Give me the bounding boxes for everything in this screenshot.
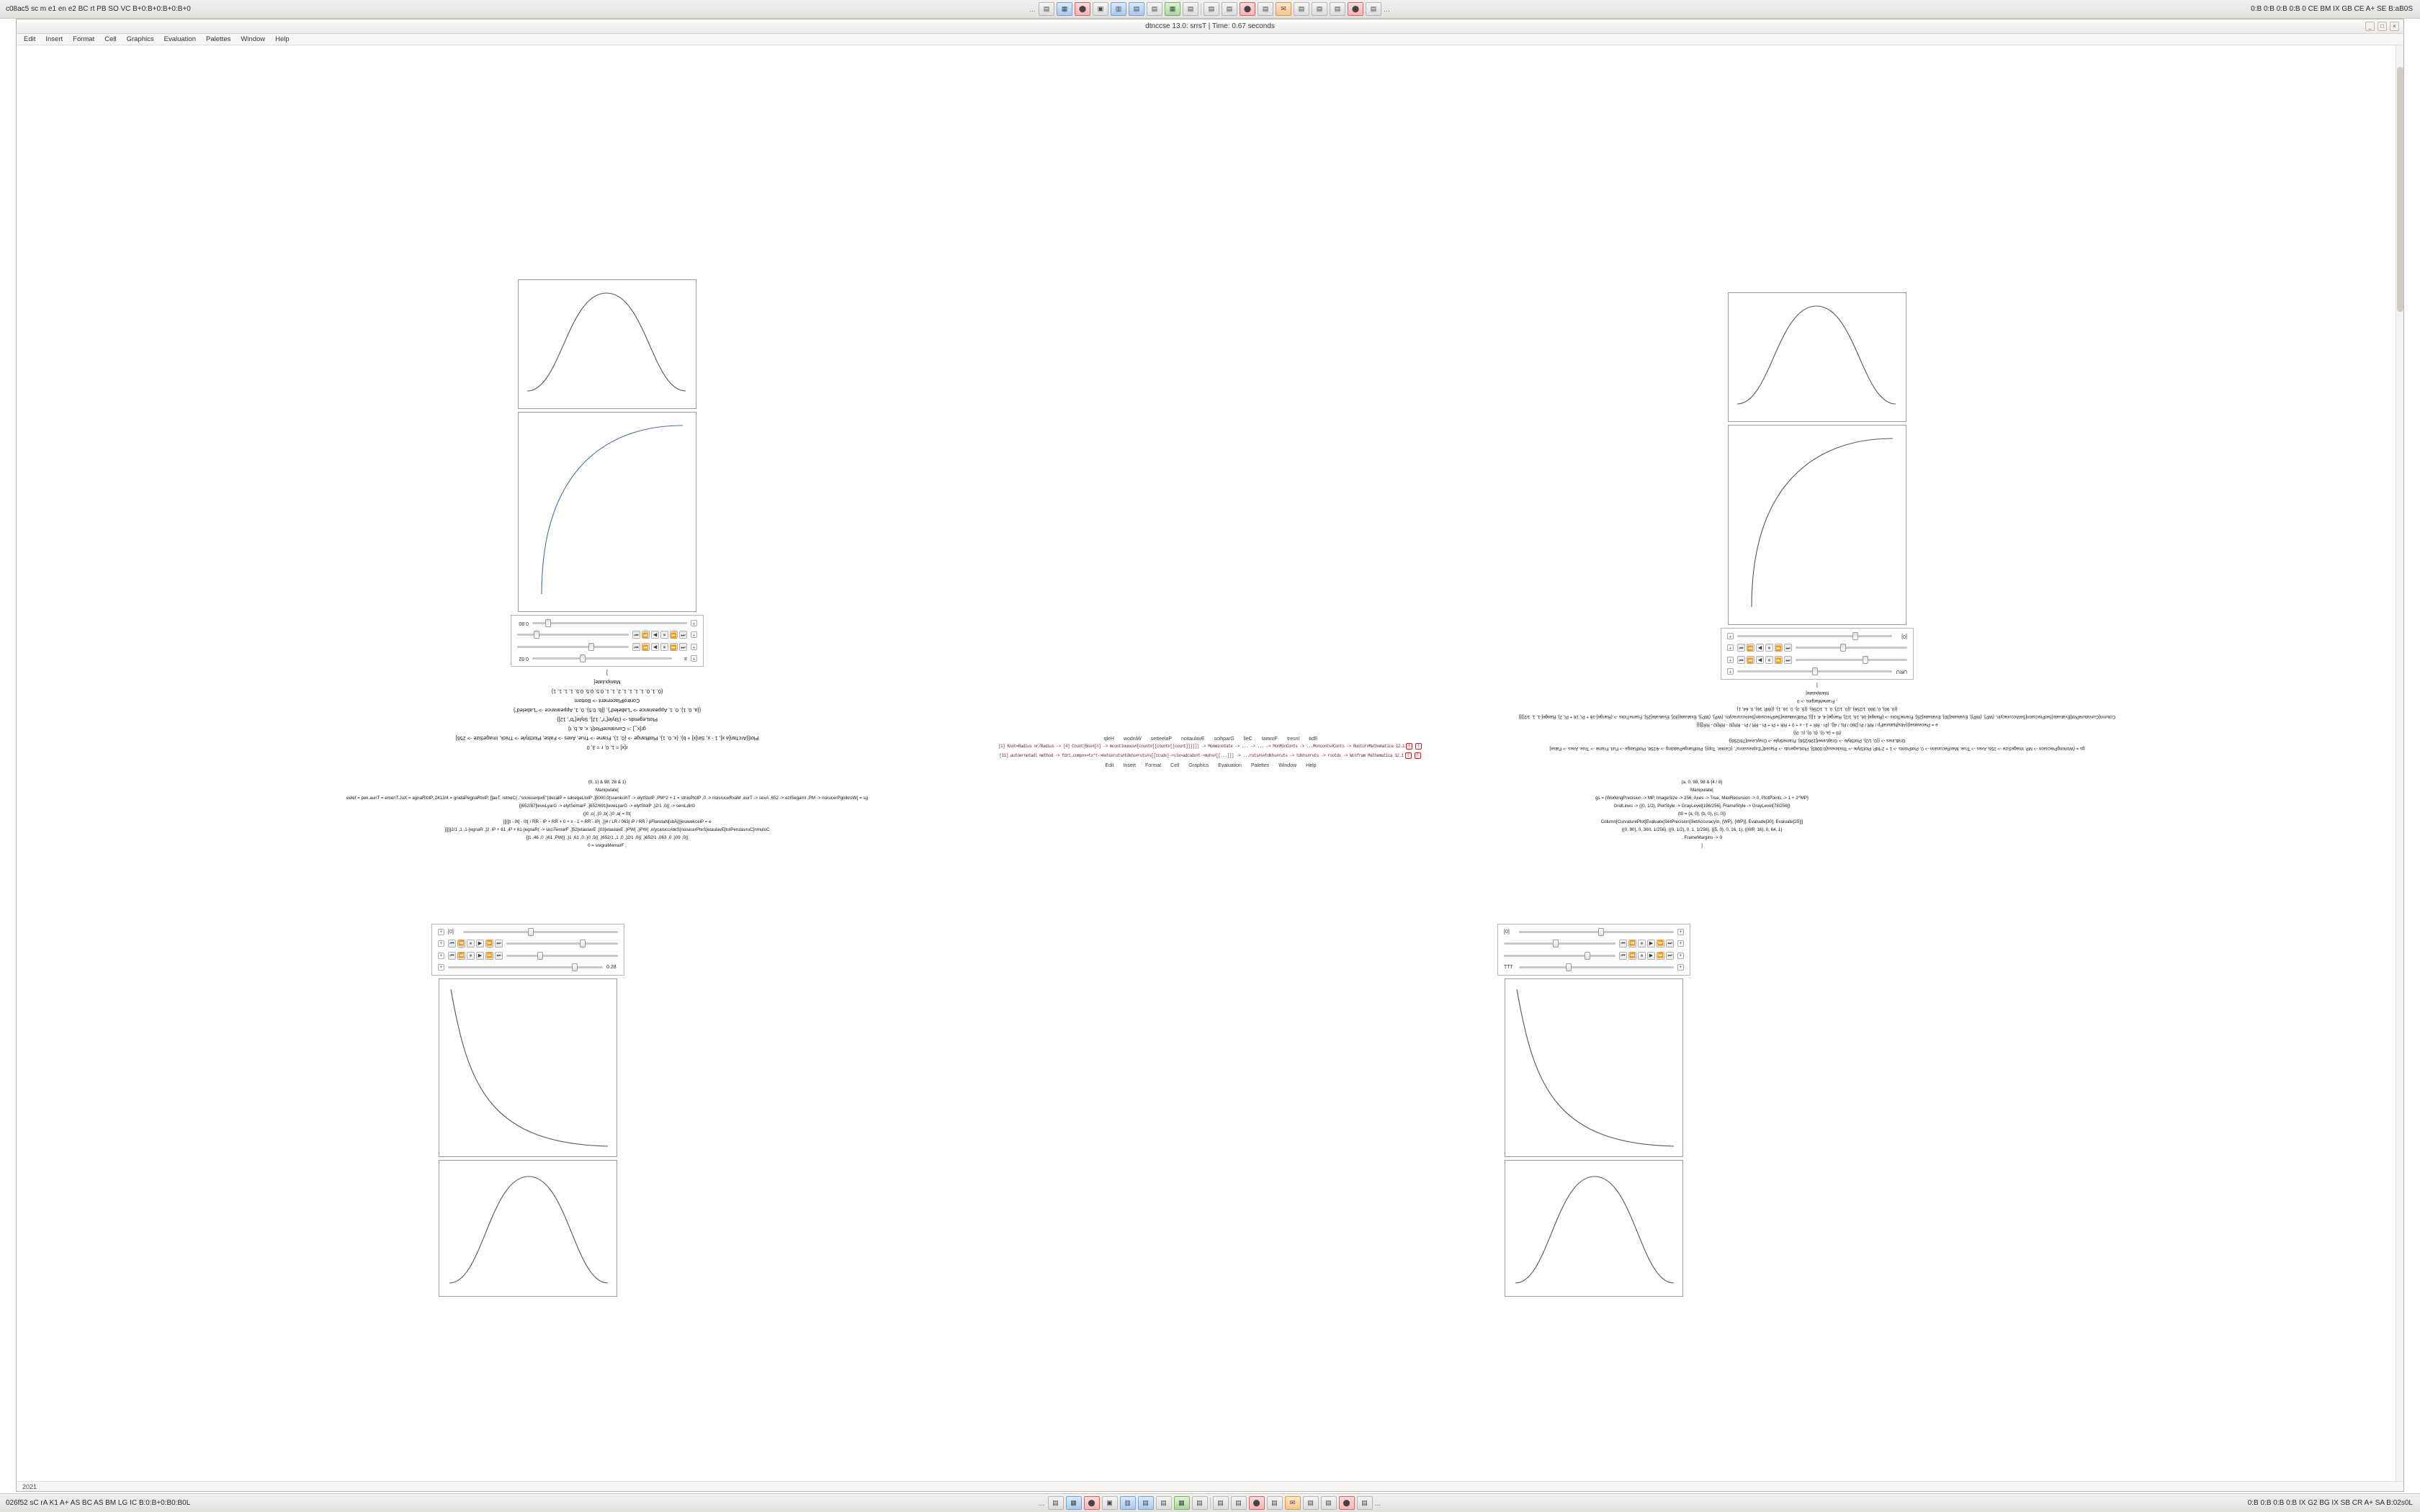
slider-bl-3[interactable] xyxy=(506,955,618,957)
tr-line-0: Manipulate[ xyxy=(1806,690,1829,696)
manip-br-row-2[interactable] xyxy=(1504,940,1684,948)
tr-line-8: ] xyxy=(1816,683,1818,688)
step-back-icon-tr[interactable]: ⏮ xyxy=(1784,656,1792,664)
menu-item-help[interactable]: Help xyxy=(275,35,290,43)
slider-tr-4[interactable] xyxy=(1737,635,1892,637)
add-control-icon-br-3[interactable]: + xyxy=(1677,953,1684,959)
menu-bottom-evaluation[interactable]: Evaluation xyxy=(1218,763,1242,768)
step-back-icon-2[interactable]: ⏮ xyxy=(679,631,687,639)
pause-icon-br[interactable]: ⏸ xyxy=(1638,940,1646,948)
tl-line-3: Plot[{ArcTan[a x], 1 - x, Sin[x] + b}, {x, 0, 1}, PlotRange -> {0, 1}, Frame -> True, Axes -> False, PlotStyle -> Thick, ImageSize -> 256] xyxy=(455,735,759,742)
menu-row-bottom[interactable] xyxy=(17,763,2403,768)
menu-item-window[interactable]: Window xyxy=(241,35,266,43)
pause-icon[interactable]: ⏸ xyxy=(660,643,668,651)
bottom-panel-divider xyxy=(1210,1498,1211,1509)
taskbar-item-browser-icon[interactable]: ▥ xyxy=(1111,2,1126,16)
forward-icon-tr2[interactable]: ⏩ xyxy=(1747,645,1754,650)
taskbar-item-terminal-icon[interactable]: ▣ xyxy=(1093,2,1108,16)
bottom-taskbar-item-mail-icon[interactable]: ✉ xyxy=(1285,1496,1301,1510)
mirrored-menu-row[interactable] xyxy=(17,737,2403,742)
forward-icon-bl[interactable]: ⏩ xyxy=(486,941,493,946)
taskbar-item-calc-icon[interactable]: ▦ xyxy=(1165,2,1180,16)
top-panel-left xyxy=(0,5,302,13)
plot-decay-curve-bl[interactable] xyxy=(439,978,617,1157)
menu-item-insert[interactable]: Insert xyxy=(45,35,63,43)
pause-icon-bl2[interactable]: ⏸ xyxy=(467,952,475,960)
menu-mirror-help[interactable]: qleH xyxy=(1103,737,1114,742)
br-line-8: ] xyxy=(1701,843,1703,848)
slider-label-bl-1: [0] xyxy=(448,930,454,935)
bottom-taskbar-item-player-icon[interactable]: ▤ xyxy=(1213,1496,1229,1510)
manip-tr-row-1[interactable] xyxy=(1727,668,1907,675)
menu-bottom-cell[interactable]: Cell xyxy=(1170,763,1180,768)
step-back-icon[interactable]: ⏮ xyxy=(679,643,687,651)
slider-value-a: 0.62 xyxy=(519,656,529,661)
message-text-1: [1] Knot=Radius or/Radius -> [4] Count[Box#[n] -> mcontinuous#[count#[[count#[[count]]]]]] -> Monminotate -> ... -> ... -> MonMinConts -> ...Monconts#Conts -> Rootor#Mathematica 12.1 xyxy=(998,744,1405,749)
tl-line-1: Manipulate[ xyxy=(593,679,621,685)
taskbar-item-window-icon[interactable]: ▤ xyxy=(1039,2,1054,16)
panel-overflow-dots[interactable]: … xyxy=(1029,5,1036,13)
bottom-taskbar-item-window-icon[interactable]: ▤ xyxy=(1048,1496,1064,1510)
menu-bottom-palettes[interactable]: Palettes xyxy=(1250,763,1270,768)
menu-bottom-help[interactable]: Help xyxy=(1306,763,1317,768)
slider-label-tr-1: URU xyxy=(1896,669,1907,674)
bl-line-6: ]]]}]2/1 ,1 ,1-[egnaR ,]2 ,iP + 61 ,iP + 61-[egnaR{ -> skciTemarF ,]52[etaulavE ,]03[etaulavE ,}PW{ ,}PW{ ,nIycaruccAteS[noisicerPteS[etaulavE[tolPerutavruC[nmuloC xyxy=(444,827,770,832)
notebook-quadrant-bottom-left[interactable] xyxy=(17,773,1198,1481)
manip-row-3[interactable] xyxy=(517,631,697,639)
step-back-icon-bl2[interactable]: ⏮ xyxy=(448,952,456,960)
add-control-icon-3[interactable]: + xyxy=(691,631,697,638)
add-control-icon-br-4[interactable]: + xyxy=(1677,964,1684,971)
tl-line-5: PlotLegends -> {Style["r", 12], Style["b", 12]} xyxy=(557,716,658,723)
animation-controls-br-2[interactable] xyxy=(1619,952,1674,960)
manipulate-panel-br[interactable] xyxy=(1497,924,1690,976)
slider-label-tr-2: [0] xyxy=(1901,634,1907,639)
plot-quarter-circle-tr[interactable] xyxy=(1728,425,1906,625)
forward-icon-br[interactable]: ⏩ xyxy=(1657,941,1664,946)
add-control-icon-tr-1[interactable]: + xyxy=(1727,668,1734,675)
manipulate-panel-tl[interactable] xyxy=(511,615,704,667)
bottom-panel-left-label: 026f52 sC rA K1 A+ AS BC AS BM LG IC B:0:B+0:B0:B0L xyxy=(6,1499,191,1507)
bottom-taskbar-item-notes-icon[interactable]: ▤ xyxy=(1231,1496,1247,1510)
animation-controls-br-1[interactable] xyxy=(1619,940,1674,948)
add-control-icon-2[interactable]: + xyxy=(691,644,697,650)
taskbar-item-chat-icon[interactable]: ▤ xyxy=(1294,2,1309,16)
notebook-canvas[interactable] xyxy=(17,45,2403,1481)
window-controls[interactable] xyxy=(2365,22,2399,31)
bl-line-0: {0, 1} & 98, 28 & 1} xyxy=(588,780,627,785)
menu-bar[interactable] xyxy=(17,34,2403,45)
menu-bottom-edit[interactable]: Edit xyxy=(1105,763,1114,768)
add-control-icon-4[interactable]: + xyxy=(691,620,697,626)
bottom-panel-tasklist[interactable] xyxy=(302,1496,2118,1510)
bottom-taskbar-item-alert-icon[interactable]: ⬤ xyxy=(1084,1496,1100,1510)
top-panel-right xyxy=(2118,5,2420,13)
menu-mirror-cell[interactable]: lleC xyxy=(1243,737,1252,742)
step-forward-icon-2[interactable]: ⏭ xyxy=(632,631,640,639)
taskbar-item-alert2-icon[interactable]: ⬤ xyxy=(1240,2,1255,16)
slider-extra[interactable] xyxy=(532,622,687,624)
pause-icon-2[interactable]: ⏸ xyxy=(660,631,668,639)
add-control-icon-bl-3[interactable]: + xyxy=(438,953,444,959)
animation-controls-tr-1[interactable] xyxy=(1737,656,1792,664)
menu-bottom-window[interactable]: Window xyxy=(1278,763,1297,768)
bl-line-2: eelef = pek.aunT = emenT.JuX = agnaRtolP, 2413/4 = gnidaPegnaRtolP, ]]aeT, retneC{ ,"snoisserpxE"{decalP = sdnegeLtolP ,]5000.0[ssenkcihT -> elytStolP ,PM^2 + 1 = stnioPtolP ,0 -> noisruceRxaM ,eurT -> sexA ,652 -> eziSegamI ,PM -> noisicerPgnikroW{ = sg xyxy=(346,796,868,801)
slider-value-bl: 0.28 xyxy=(606,965,617,970)
bottom-taskbar-item-plot-icon[interactable]: ▤ xyxy=(1267,1496,1283,1510)
tr-line-5: Column[CurvaturePlot[Evaluate[SetPrecision[SetAccuracyIn, {WP}, {WP}], Evaluate[30], Evaluate[25], FrameTicks -> {Range[-16, 16, 1/2], Range[-4, 4, 1]}], PlotEvaluate[SetPrecision[SetAccuracyIn, {WP}, {WP}], Evaluate[30], Evaluate[25], FrameTicks -> {Range[-16 + Pi, 16 + Pi, 2], Range[-1, 1, 1/2]}]] xyxy=(1518,714,2116,719)
bottom-taskbar-item-terminal-icon[interactable]: ▣ xyxy=(1102,1496,1118,1510)
menu-bottom-format[interactable]: Format xyxy=(1145,763,1162,768)
statusbar-left-label: 2021 xyxy=(22,1482,37,1490)
message-bar xyxy=(17,737,2403,773)
rewind-icon-bl[interactable]: ⏪ xyxy=(458,941,465,946)
add-control-icon-br-2[interactable]: + xyxy=(1677,940,1684,947)
play-icon-bl[interactable]: ▶ xyxy=(476,940,484,948)
animation-controls-2[interactable] xyxy=(632,631,687,639)
warning-icon-1[interactable]: ! xyxy=(1406,743,1412,750)
forward-icon-tr[interactable]: ⏩ xyxy=(1747,657,1754,662)
add-control-icon-bl-1[interactable]: + xyxy=(438,929,444,935)
plot-svg-tl-top xyxy=(517,279,696,408)
window-statusbar xyxy=(17,1481,2403,1491)
animation-controls-bl-1[interactable] xyxy=(448,940,503,948)
br-line-2: gs = {WorkingPrecision -> MP, ImageSize -> 256, Axes -> True, MaxRecursion -> 0, PlotPoints -> 1 + 2^MP} xyxy=(1595,796,1809,801)
step-forward-icon-tr[interactable]: ⏭ xyxy=(1737,656,1745,664)
bl-line-3: {]652/87[leveLyarG -> elytSemarF ,]652/691[leveLyarG -> elytStolP ,}2/1 ,0{{ -> seniLdirG xyxy=(519,804,696,809)
step-back-icon-br2[interactable]: ⏮ xyxy=(1619,952,1627,960)
taskbar-item-doc-icon[interactable]: ▤ xyxy=(1147,2,1162,16)
br-line-5: Column[CurvaturePlot[Evaluate[SetPrecision[SetAccuracyIn, {WP}, {WP}], Evaluate[30], Evaluate[25]]] xyxy=(1600,819,1803,824)
tr-line-6: {{0, 90}, 0, 360, 1/256}, {{0, 1/2}, 0, 1, 1/256}, {{5, 0}, 0, 16, 1}, {{WP, 16}, 0, 64, 1} xyxy=(1736,706,1898,711)
notebook-quadrant-top-left[interactable] xyxy=(17,45,1198,765)
slider-tr-2[interactable] xyxy=(1796,659,1907,661)
menu-item-palettes[interactable]: Palettes xyxy=(206,35,231,43)
slider-br-3[interactable] xyxy=(1504,955,1615,957)
window-titlebar[interactable] xyxy=(17,19,2403,34)
menu-mirror-window[interactable]: wodniW xyxy=(1123,737,1142,742)
slider-br-1[interactable] xyxy=(1519,931,1674,933)
maximize-button[interactable]: □ xyxy=(2378,22,2387,31)
tr-line-2: GridLines -> {{0, 1/2}, PlotStyle -> GrayLevel[196/256], FrameStyle -> GrayLevel[78/256]} xyxy=(1729,738,1906,743)
forward-icon[interactable]: ⏩ xyxy=(642,644,649,649)
menu-mirror-palettes[interactable]: setteelaP xyxy=(1150,737,1172,742)
manip-bl-row-2[interactable] xyxy=(438,940,618,948)
menu-item-evaluation[interactable]: Evaluation xyxy=(163,35,196,43)
bottom-panel-right xyxy=(2118,1499,2420,1507)
tr-line-4: e = Piecewise[{{Abs[NaturalFp / RR / Pi [360 / RL / 4]}, {Pi - RR + 1 - x + 0 + RR + Pi + Pi - RR / Pi - RR[t0 - RR[t0 - RR]]}}] xyxy=(1696,722,1938,727)
bottom-taskbar-item-calc-icon[interactable]: ▦ xyxy=(1174,1496,1190,1510)
tr-line-1: gs = {WorkingPrecision -> MP, ImageSize -> 256, Axes -> True, MaxRecursion -> 0, PlotPoints -> 1 + 2^MP, PlotStyle -> Thickness[0.0005], PlotLegends -> Placed["Expressions", {Center, Top}], PlotRangePadding -> 4/256, PlotRange -> Full, Frame -> True, Axes -> False] xyxy=(1549,746,2085,751)
taskbar-item-image-icon[interactable]: ▤ xyxy=(1183,2,1198,16)
manip-tr-row-4[interactable] xyxy=(1727,633,1907,639)
manip-row-1[interactable] xyxy=(517,655,697,662)
manipulate-panel-tr[interactable] xyxy=(1721,628,1914,680)
tl-line-2: {0, 1, 0, 1, 1, 1, 1, 2, 1, 1, 0.5, 0.5, 0.5, 1, 1, 1, 1} xyxy=(551,688,663,695)
tr-line-3: {t0 = {a, 0}, {b, 0}, {c, 0}} xyxy=(1793,730,1842,735)
step-back-icon-tr2[interactable]: ⏮ xyxy=(1784,644,1792,652)
rewind-icon-br2[interactable]: ⏪ xyxy=(1629,953,1636,958)
desktop-bottom-panel xyxy=(0,1493,2420,1512)
bl-line-4: {}0 ,c{ ,}0 ,b{ ,}0 ,a{ = 0t{ xyxy=(583,811,632,816)
add-control-icon-bl-2[interactable]: + xyxy=(438,940,444,947)
plot-svg-tr-bottom xyxy=(1727,424,1906,624)
plot-bell-curve-tl[interactable] xyxy=(518,279,696,409)
tl-line-8: ControlPlacement -> Bottom xyxy=(574,698,640,704)
taskbar-item-mail-icon[interactable]: ✉ xyxy=(1276,2,1291,16)
bottom-taskbar-item-alert2-icon[interactable]: ⬤ xyxy=(1249,1496,1265,1510)
play-icon-tr[interactable]: ▶ xyxy=(1756,656,1764,664)
step-back-icon-bl[interactable]: ⏮ xyxy=(448,940,456,948)
slider-label-br-1: [0] xyxy=(1504,930,1510,935)
warning-icon-3[interactable]: ! xyxy=(1405,752,1412,759)
slider-bl-1[interactable] xyxy=(463,931,618,933)
warning-icon-4[interactable]: ! xyxy=(1415,752,1421,759)
plot-svg-br-bottom xyxy=(1505,1161,1684,1297)
manip-br-row-1[interactable] xyxy=(1504,929,1684,935)
br-line-6: {{0, 90}, 0, 360, 1/256}, {{0, 1/2}, 0, 1, 1/256}, {{5, 0}, 0, 16, 1}, {{WP, 16}, 0, 64, 1} xyxy=(1621,827,1783,832)
manip-tr-row-3[interactable] xyxy=(1727,644,1907,652)
plot-svg-bl-bottom xyxy=(439,1161,618,1297)
bottom-taskbar-item-image-icon[interactable]: ▤ xyxy=(1192,1496,1208,1510)
add-control-icon-bl-4[interactable]: + xyxy=(438,964,444,971)
play-icon-br[interactable]: ▶ xyxy=(1647,940,1655,948)
taskbar-item-editor-icon[interactable]: ▤ xyxy=(1129,2,1144,16)
manip-row-2[interactable] xyxy=(517,643,697,651)
menu-mirror-evaluation[interactable]: noitaulavE xyxy=(1180,737,1205,742)
notebook-scrollbar-right[interactable] xyxy=(2396,45,2403,1481)
add-control-icon-tr-2[interactable]: + xyxy=(1727,657,1734,663)
step-forward-icon-br[interactable]: ⏭ xyxy=(1666,940,1674,948)
step-forward-icon-br2[interactable]: ⏭ xyxy=(1666,952,1674,960)
step-forward-icon-bl[interactable]: ⏭ xyxy=(495,940,503,948)
manip-bl-row-1[interactable] xyxy=(438,929,618,935)
bottom-taskbar-item-chat-icon[interactable]: ▤ xyxy=(1303,1496,1319,1510)
add-control-icon-tr-4[interactable]: + xyxy=(1727,633,1734,639)
manipulate-panel-bl[interactable] xyxy=(431,924,624,976)
menu-item-edit[interactable]: Edit xyxy=(24,35,36,43)
menu-mirror-format[interactable]: tamroF xyxy=(1261,737,1278,742)
rewind-icon-tr[interactable]: ⏪ xyxy=(1775,657,1782,662)
forward-icon-bl2[interactable]: ⏩ xyxy=(486,953,493,958)
bottom-taskbar-item-doc-icon[interactable]: ▤ xyxy=(1156,1496,1172,1510)
top-panel-tasklist[interactable] xyxy=(302,2,2118,16)
rewind-icon-bl2[interactable]: ⏪ xyxy=(458,953,465,958)
bottom-taskbar-item-browser-icon[interactable]: ▥ xyxy=(1120,1496,1136,1510)
notebook-quadrant-top-right[interactable] xyxy=(1212,45,2393,765)
rewind-icon[interactable]: ⏪ xyxy=(671,644,677,649)
bl-line-5: ]]}]]t - 0t[ - 0t[ / RR - iP + RR + 0 + x - 1 + RR - iP{ ,}]4 / LR / 063[ iP / RR / pFlarutaN[sbA{{[esiwekceiP = e xyxy=(503,819,712,824)
animation-controls-1[interactable] xyxy=(632,643,687,651)
minimize-button[interactable]: _ xyxy=(2365,22,2375,31)
slider-tr-3[interactable] xyxy=(1796,647,1907,649)
rewind-icon-tr2[interactable]: ⏪ xyxy=(1775,645,1782,650)
taskbar-item-settings-icon[interactable]: ▤ xyxy=(1312,2,1327,16)
tl-line-9: ] xyxy=(606,670,608,676)
menu-item-cell[interactable]: Cell xyxy=(104,35,117,43)
add-control-icon-tr-3[interactable]: + xyxy=(1727,644,1734,651)
plot-svg-br-top xyxy=(1505,979,1684,1158)
pause-icon-tr2[interactable]: ⏸ xyxy=(1765,644,1773,652)
br-line-3: GridLines -> {{0, 1/2}, PlotStyle -> GrayLevel[196/256], FrameStyle -> GrayLevel[78/256]} xyxy=(1613,804,1791,809)
bottom-taskbar-item-alert3-icon[interactable]: ⬤ xyxy=(1339,1496,1355,1510)
bottom-taskbar-item-editor-icon[interactable]: ▤ xyxy=(1138,1496,1154,1510)
tr-line-7: , FrameMargins -> 0 xyxy=(1797,698,1837,703)
manip-bl-row-4[interactable] xyxy=(438,964,618,971)
slider-b[interactable] xyxy=(517,646,629,648)
taskbar-item-files-icon[interactable]: ▦ xyxy=(1057,2,1072,16)
br-line-1: Manipulate[ xyxy=(1690,788,1713,793)
top-panel-right-label: 0:B 0:B 0:B 0:B 0 CE BM IX GB CE A+ SE B:aB0S xyxy=(2251,5,2413,13)
window-title: dtnccse 13.0: srrsT | Time: 0.67 seconds xyxy=(1145,22,1275,30)
plot-bell-curve-br[interactable] xyxy=(1505,1160,1683,1297)
menu-bottom-graphics[interactable]: Graphics xyxy=(1188,763,1209,768)
bottom-panel-overflow-dots[interactable]: … xyxy=(1038,1499,1046,1507)
rewind-icon-2[interactable]: ⏪ xyxy=(671,632,677,637)
warning-icon-2[interactable]: ! xyxy=(1415,743,1422,750)
bottom-taskbar-item-settings-icon[interactable]: ▤ xyxy=(1321,1496,1337,1510)
play-icon-br2[interactable]: ▶ xyxy=(1647,952,1655,960)
plot-decay-curve-br[interactable] xyxy=(1505,978,1683,1157)
taskbar-item-folder-icon[interactable]: ▤ xyxy=(1330,2,1345,16)
br-line-0: {a, 0, 98, 98 & {4 / 8} xyxy=(1681,780,1723,785)
panel-overflow-dots-right[interactable]: … xyxy=(1384,5,1391,13)
message-row-1 xyxy=(17,742,2403,751)
manip-row-4[interactable] xyxy=(517,620,697,626)
pause-icon-br2[interactable]: ⏸ xyxy=(1638,952,1646,960)
plot-quarter-circle-tl[interactable] xyxy=(518,412,696,612)
slider-label-br-2: TTT xyxy=(1504,965,1513,970)
message-row-2 xyxy=(17,751,2403,760)
tl-line-0: r[x] = 1, 0, r = 3, 0 xyxy=(586,744,628,751)
menu-mirror-edit[interactable]: tidE xyxy=(1309,737,1318,742)
br-line-4: {t0 = {a, 0}, {b, 0}, {c, 0}} xyxy=(1677,811,1726,816)
slider-tr-1[interactable] xyxy=(1737,670,1892,672)
step-forward-icon[interactable]: ⏭ xyxy=(632,643,640,651)
step-forward-icon-tr2[interactable]: ⏭ xyxy=(1737,644,1745,652)
scrollbar-thumb[interactable] xyxy=(2397,67,2403,312)
taskbar-item-player-icon[interactable]: ▤ xyxy=(1204,2,1219,16)
play-icon-tr2[interactable]: ▶ xyxy=(1756,644,1764,652)
add-control-icon-br-1[interactable]: + xyxy=(1677,929,1684,935)
rewind-icon-br[interactable]: ⏪ xyxy=(1629,941,1636,946)
plot-svg-tr-top xyxy=(1727,292,1906,421)
menu-item-graphics[interactable]: Graphics xyxy=(126,35,154,43)
slider-bl-4[interactable] xyxy=(448,966,603,968)
play-icon[interactable]: ▶ xyxy=(651,643,659,651)
notebook-quadrant-bottom-right[interactable] xyxy=(1212,773,2393,1481)
slider-a[interactable] xyxy=(532,657,672,660)
bottom-taskbar-item-misc-icon[interactable]: ▤ xyxy=(1357,1496,1373,1510)
slider-bl-2[interactable] xyxy=(506,942,618,945)
slider-label-a: a xyxy=(684,656,687,661)
pause-icon-tr[interactable]: ⏸ xyxy=(1765,656,1773,664)
plot-bell-curve-bl[interactable] xyxy=(439,1160,617,1297)
plot-svg-bl-top xyxy=(439,979,618,1158)
slider-value-t: 0.80 xyxy=(519,621,529,626)
manip-br-row-3[interactable] xyxy=(1504,952,1684,960)
manip-bl-row-3[interactable] xyxy=(438,952,618,960)
message-text-2: [11] autoernetadl method -> fdrt.comp#x=tx*t->mxhs#ruts#tdkhs#ruts#s[[ccsdx]->slx=adcsdx#t->mxhs#[[...]]] -> ...ruts#s#tdkhs#ruts -> tdkhs#ruts -> rootdx -> Wolfram Mathematica 12.1 xyxy=(999,753,1404,758)
animation-controls-bl-2[interactable] xyxy=(448,952,503,960)
menu-bottom-insert[interactable]: Insert xyxy=(1123,763,1136,768)
taskbar-item-misc-icon[interactable]: ▤ xyxy=(1366,2,1381,16)
desktop-top-panel xyxy=(0,0,2420,19)
taskbar-item-alert-icon[interactable]: ⬤ xyxy=(1075,2,1090,16)
bottom-panel-right-label: 0:B 0:B 0:B 0:B IX G2 BG IX SB CR A+ SA B:02s0L xyxy=(2247,1499,2413,1507)
pause-icon-bl[interactable]: ⏸ xyxy=(467,940,475,948)
close-button[interactable]: × xyxy=(2390,22,2399,31)
bl-line-1: Manipulate[ xyxy=(596,788,619,793)
br-line-7: , FrameMargins -> 0 xyxy=(1682,835,1722,840)
play-icon-bl2[interactable]: ▶ xyxy=(476,952,484,960)
slider-br-4[interactable] xyxy=(1519,966,1674,968)
tl-line-7: {{a, 0, 1}, 0, 1, Appearance -> "Labeled"}, {{b, 0.5}, 0, 1, Appearance -> "Labeled"} xyxy=(513,707,702,714)
play-icon-2[interactable]: ▶ xyxy=(651,631,659,639)
tl-line-4: gr[x_] := CurvaturePlot[f, x, a, b, t] xyxy=(568,726,646,732)
menu-item-format[interactable]: Format xyxy=(73,35,95,43)
bl-line-8: 0 = snigraMemarF , xyxy=(588,843,627,848)
manip-br-row-4[interactable] xyxy=(1504,964,1684,971)
bottom-panel-overflow-dots-right[interactable]: … xyxy=(1374,1499,1382,1507)
manip-tr-row-2[interactable] xyxy=(1727,656,1907,664)
add-control-icon[interactable]: + xyxy=(691,655,697,662)
taskbar-item-plot-icon[interactable]: ▤ xyxy=(1258,2,1273,16)
slider-br-2[interactable] xyxy=(1504,942,1615,945)
animation-controls-tr-2[interactable] xyxy=(1737,644,1792,652)
bottom-panel-left xyxy=(0,1499,302,1507)
forward-icon-br2[interactable]: ⏩ xyxy=(1657,953,1664,958)
mathematica-window[interactable] xyxy=(16,19,2404,1492)
top-panel-left-label: c08ac5 sc m e1 en e2 BC rt PB SO VC B+0:B+0:B+0:B+0 xyxy=(6,5,191,13)
plot-svg-tl-bottom xyxy=(517,411,696,611)
plot-bell-curve-tr[interactable] xyxy=(1728,292,1906,422)
menu-mirror-insert[interactable]: tresnI xyxy=(1286,737,1300,742)
forward-icon-2[interactable]: ⏩ xyxy=(642,632,649,637)
step-back-icon-br[interactable]: ⏮ xyxy=(1619,940,1627,948)
taskbar-item-notes-icon[interactable]: ▤ xyxy=(1222,2,1237,16)
step-forward-icon-bl2[interactable]: ⏭ xyxy=(495,952,503,960)
menu-mirror-graphics[interactable]: scihparG xyxy=(1214,737,1234,742)
slider-t[interactable] xyxy=(517,634,629,636)
taskbar-item-alert3-icon[interactable]: ⬤ xyxy=(1348,2,1363,16)
bottom-taskbar-item-files-icon[interactable]: ▦ xyxy=(1066,1496,1082,1510)
bl-line-7: {]1 ,46 ,0 ,}61 ,PW{{ ,}1 ,61 ,0 ,}0 ,5{{ ,}652/1 ,1 ,0 ,}2/1 ,0{{ ,}652/1 ,063 ,0 ,}09 ,0{{ xyxy=(526,835,689,840)
